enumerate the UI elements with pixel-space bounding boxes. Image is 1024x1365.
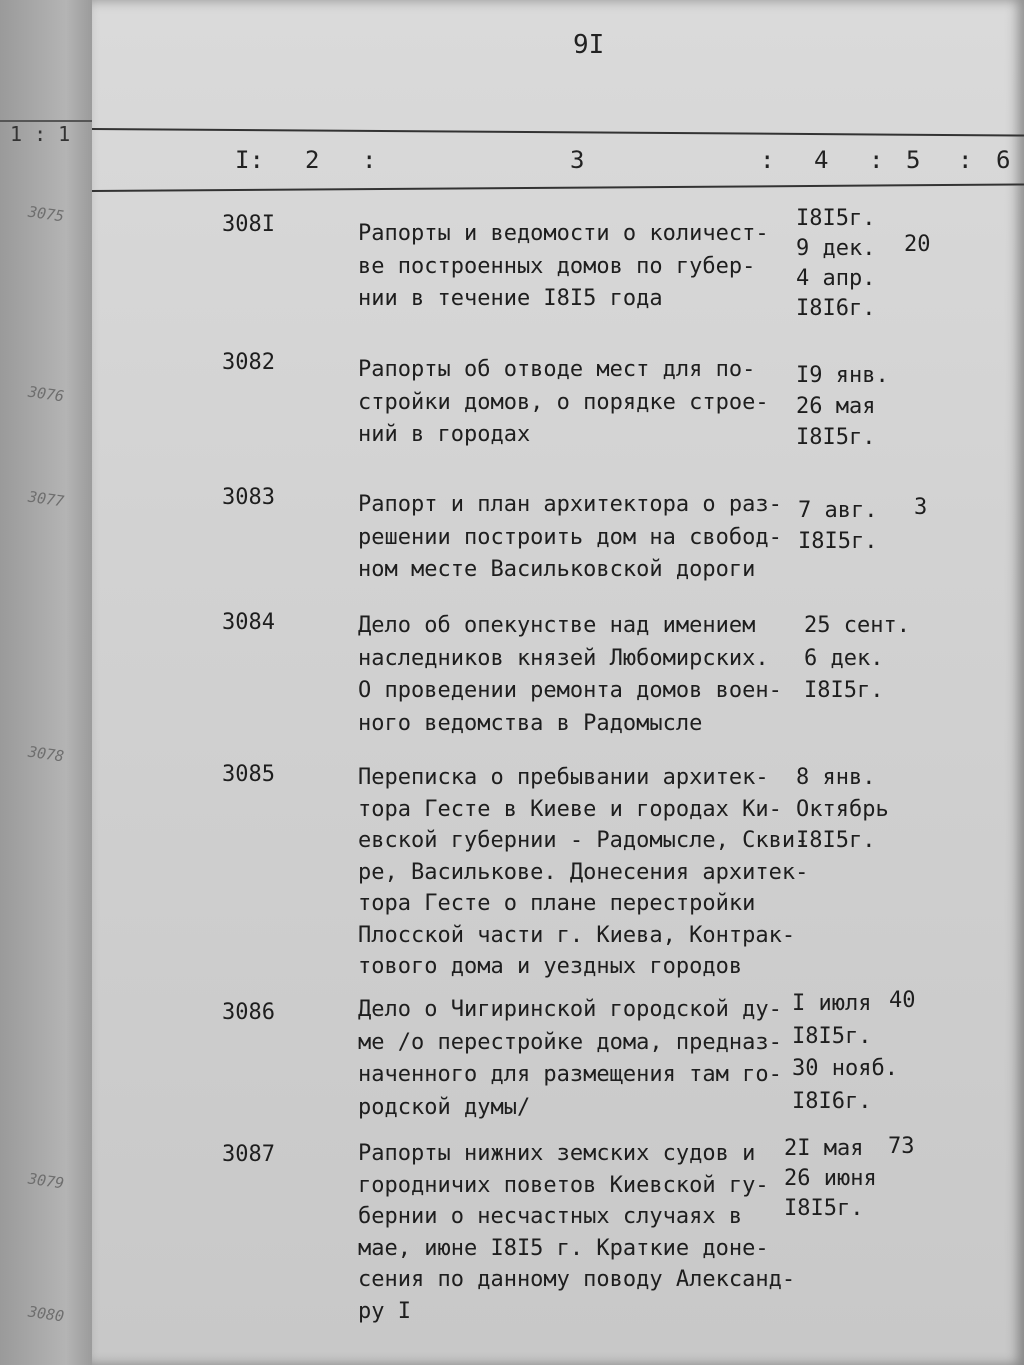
description-line: Рапорты и ведомости о количест- bbox=[358, 221, 769, 246]
column-separator: : bbox=[362, 146, 377, 174]
left-page-number: 3078 bbox=[26, 742, 66, 766]
column-header-1: I: bbox=[235, 146, 264, 174]
entry-sheet-count: 40 bbox=[889, 988, 916, 1013]
date-line: I8I5г. bbox=[784, 1196, 864, 1221]
description-line: стройки домов, о порядке строе- bbox=[358, 389, 769, 415]
entry-dates bbox=[798, 495, 877, 557]
column-header-4: 4 bbox=[814, 146, 829, 174]
entry-number: 3082 bbox=[222, 350, 275, 375]
left-page-number: 3077 bbox=[26, 487, 66, 511]
description-line: наченного для размещения там го- bbox=[358, 1062, 782, 1087]
description-line: ру I bbox=[358, 1298, 411, 1324]
entry-dates bbox=[792, 988, 898, 1118]
description-line: родской думы/ bbox=[358, 1094, 531, 1120]
header-rule-top bbox=[92, 128, 1024, 137]
column-header-6: 6 bbox=[996, 146, 1011, 174]
description-line: сения по данному поводу Александ- bbox=[358, 1267, 796, 1292]
column-separator: : bbox=[760, 146, 775, 174]
date-line: I8I5г. bbox=[792, 1023, 872, 1049]
description-line: ве построенных домов по губер- bbox=[358, 253, 756, 279]
entry-number: 3085 bbox=[222, 762, 275, 787]
description-line: ний в городах bbox=[358, 422, 531, 447]
entry-description bbox=[358, 1138, 798, 1327]
description-line: Дело о Чигиринской городской ду- bbox=[358, 997, 782, 1022]
date-line: 26 июня bbox=[784, 1166, 877, 1191]
description-line: городничих поветов Киевской гу- bbox=[358, 1172, 769, 1198]
date-line: I8I5г. bbox=[798, 529, 878, 554]
column-header-2: 2 bbox=[305, 146, 320, 174]
header-rule-bottom bbox=[92, 183, 1024, 192]
date-line: 26 мая bbox=[796, 394, 876, 419]
page-number: 9I bbox=[573, 30, 605, 60]
description-line: Рапорты нижних земских судов и bbox=[358, 1141, 756, 1166]
date-line: I8I5г. bbox=[796, 828, 876, 853]
description-line: решении построить дом на свобод- bbox=[358, 524, 782, 550]
date-line: I9 янв. bbox=[796, 363, 889, 388]
entry-dates bbox=[796, 360, 889, 453]
description-line: Рапорт и план архитектора о раз- bbox=[358, 492, 782, 517]
date-line: 25 сент. bbox=[804, 613, 910, 638]
date-line: I8I5г. bbox=[804, 678, 884, 703]
entry-dates bbox=[796, 762, 889, 857]
entry-description bbox=[358, 489, 798, 587]
entry-dates bbox=[796, 204, 875, 324]
column-separator: : bbox=[958, 146, 973, 174]
date-line: 30 нояб. bbox=[792, 1056, 898, 1081]
entry-dates bbox=[804, 610, 910, 708]
entry-dates bbox=[784, 1134, 877, 1224]
description-line: наследников князей Любомирских. bbox=[358, 645, 769, 671]
entry-description bbox=[358, 994, 798, 1124]
left-page-header: 1 : 1 bbox=[10, 122, 71, 146]
entry-description bbox=[358, 762, 809, 983]
entry-number: 3083 bbox=[222, 485, 275, 510]
description-line: тового дома и уездных городов bbox=[358, 954, 743, 979]
document-page bbox=[92, 0, 1024, 1365]
entry-description bbox=[358, 354, 798, 452]
description-line: тора Гесте в Киеве и городах Ки- bbox=[358, 796, 782, 822]
date-line: 4 апр. bbox=[796, 266, 876, 291]
date-line: 7 авг. bbox=[798, 498, 878, 523]
date-line: 8 янв. bbox=[796, 765, 876, 790]
description-line: бернии о несчастных случаях в bbox=[358, 1204, 743, 1229]
column-header-3: 3 bbox=[570, 146, 585, 174]
description-line: мае, июне I8I5 г. Краткие доне- bbox=[358, 1235, 769, 1261]
entry-number: 3086 bbox=[222, 1000, 275, 1025]
description-line: ме /о перестройке дома, предназ- bbox=[358, 1029, 782, 1055]
entry-sheet-count: 20 bbox=[904, 232, 931, 257]
description-line: Рапорты об отводе мест для по- bbox=[358, 357, 756, 382]
left-page-number: 3079 bbox=[26, 1169, 66, 1193]
description-line: тора Гесте о плане перестройки bbox=[358, 891, 756, 916]
left-page-number: 3080 bbox=[26, 1302, 66, 1326]
description-line: Плосской части г. Киева, Контрак- bbox=[358, 922, 796, 948]
entry-description bbox=[358, 610, 798, 740]
entry-number: 308I bbox=[222, 212, 275, 237]
entry-description bbox=[358, 218, 798, 316]
date-line: I8I6г. bbox=[796, 296, 876, 321]
date-line: I8I5г. bbox=[796, 206, 876, 231]
entry-sheet-count: 73 bbox=[888, 1134, 915, 1159]
description-line: нии в течение I8I5 года bbox=[358, 286, 663, 311]
date-line: 2I мая bbox=[784, 1136, 864, 1161]
date-line: I июля bbox=[792, 991, 872, 1016]
description-line: ном месте Васильковской дороги bbox=[358, 557, 756, 582]
left-page-number: 3075 bbox=[26, 202, 66, 226]
date-line: 6 дек. bbox=[804, 645, 884, 671]
description-line: Переписка о пребывании архитек- bbox=[358, 765, 769, 790]
date-line: I8I6г. bbox=[792, 1088, 872, 1114]
entry-number: 3087 bbox=[222, 1142, 275, 1167]
column-separator: : bbox=[869, 146, 884, 174]
description-line: Дело об опекунстве над имением bbox=[358, 613, 756, 638]
date-line: Октябрь bbox=[796, 796, 889, 822]
entry-number: 3084 bbox=[222, 610, 275, 635]
entry-sheet-count: 3 bbox=[914, 495, 928, 520]
description-line: О проведении ремонта домов воен- bbox=[358, 678, 782, 703]
left-page-number: 3076 bbox=[26, 382, 66, 406]
date-line: I8I5г. bbox=[796, 425, 876, 450]
description-line: ре, Василькове. Донесения архитек- bbox=[358, 859, 809, 885]
column-header-5: 5 bbox=[906, 146, 921, 174]
date-line: 9 дек. bbox=[796, 236, 876, 261]
description-line: евской губернии - Радомысле, Скви- bbox=[358, 828, 809, 853]
description-line: ного ведомства в Радомысле bbox=[358, 710, 703, 736]
